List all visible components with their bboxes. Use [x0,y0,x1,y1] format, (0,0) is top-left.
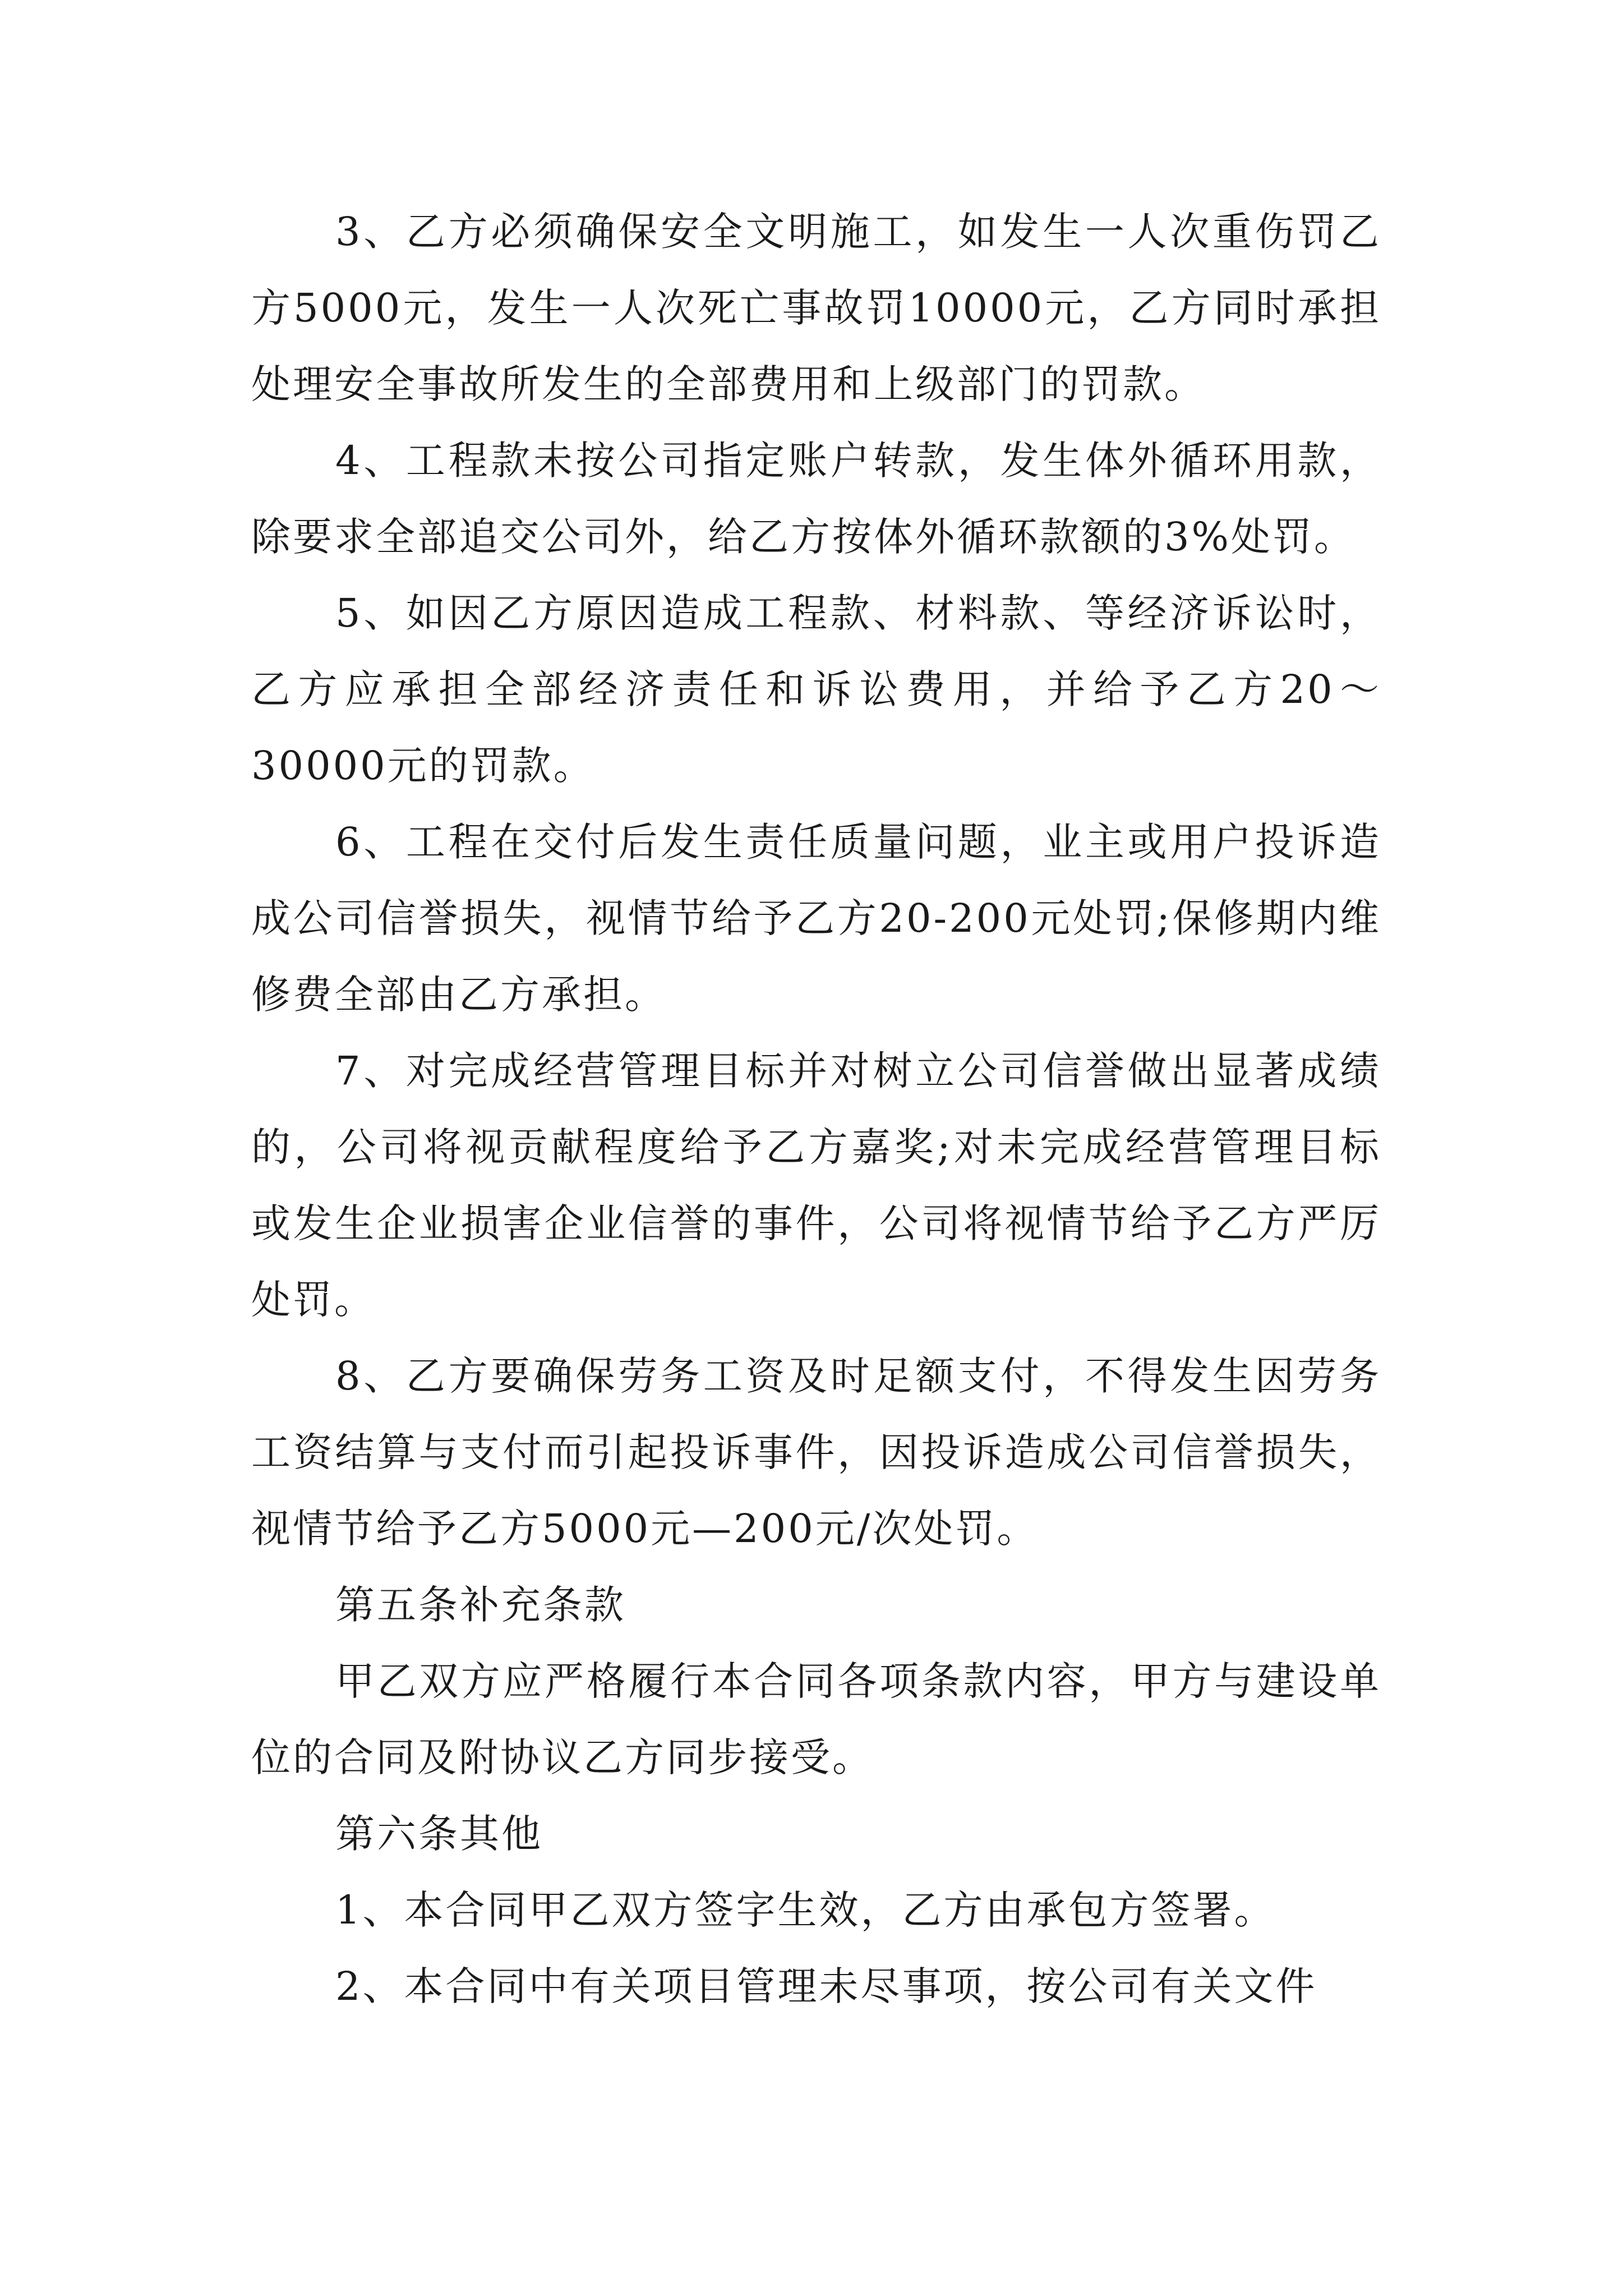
clause-7-rewards: 7、对完成经营管理目标并对树立公司信誉做出显著成绩的，公司将视贡献程度给予乙方嘉奖;对未完成经营管理目标或发生企业损害企业信誉的事件，公司将视情节给予乙方严厉处罚。 [251,1048,1381,1323]
clause-6-quality: 6、工程在交付后发生责任质量问题，业主或用户投诉造成公司信誉损失，视情节给予乙方20-200元处罚;保修期内维修费全部由乙方承担。 [251,819,1381,1018]
article-5-body: 甲乙双方应严格履行本合同各项条款内容，甲方与建设单位的合同及附协议乙方同步接受。 [251,1658,1381,1780]
clause-3-safety: 3、乙方必须确保安全文明施工，如发生一人次重伤罚乙方5000元，发生一人次死亡事故罚10000元，乙方同时承担处理安全事故所发生的全部费用和上级部门的罚款。 [251,209,1381,407]
clause-8-wages: 8、乙方要确保劳务工资及时足额支付，不得发生因劳务工资结算与支付而引起投诉事件，因投诉造成公司信誉损失，视情节给予乙方5000元—200元/次处罚。 [251,1353,1381,1552]
clause-5-litigation: 5、如因乙方原因造成工程款、材料款、等经济诉讼时，乙方应承担全部经济责任和诉讼费用，并给予乙方20～30000元的罚款。 [251,590,1381,789]
article-6-item-2: 2、本合同中有关项目管理未尽事项，按公司有关文件 [335,1963,1317,2009]
article-5-heading: 第五条补充条款 [335,1582,626,1628]
clause-4-payment-account: 4、工程款未按公司指定账户转款，发生体外循环用款，除要求全部追交公司外，给乙方按体外循环款额的3%处罚。 [251,438,1381,560]
article-6-item-1: 1、本合同甲乙双方签字生效，乙方由承包方签署。 [335,1887,1276,1933]
document-body [251,194,1381,2024]
article-6-heading: 第六条其他 [335,1811,543,1857]
